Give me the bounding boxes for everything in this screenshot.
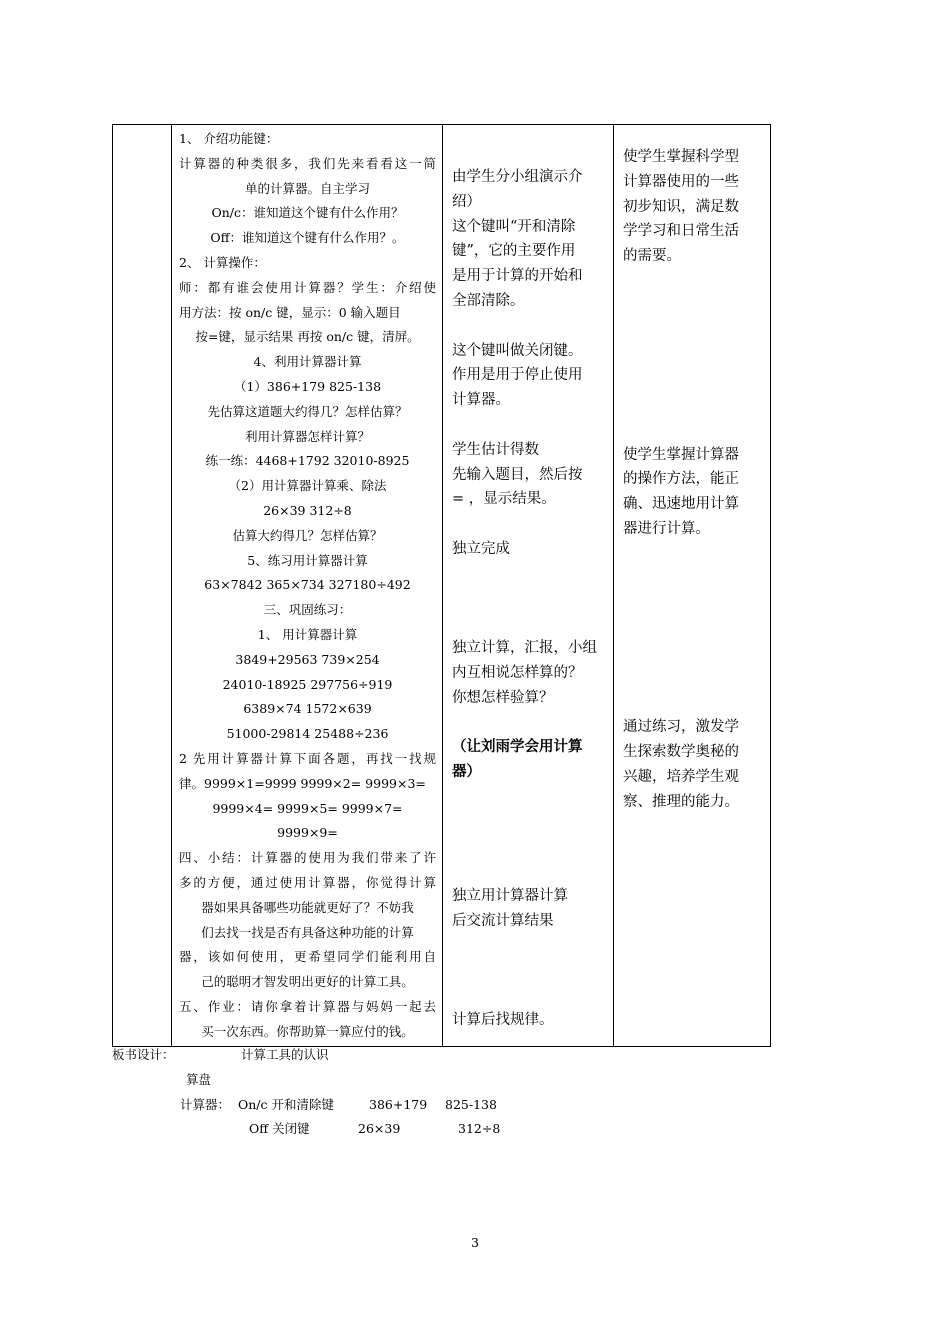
board-label: 板书设计： (112, 1047, 175, 1062)
text-line: 1、 用计算器计算 (257, 626, 358, 642)
text-line (452, 587, 607, 612)
text-line (452, 785, 607, 810)
text-line (452, 835, 607, 860)
text-line: 先输入题目，然后按 (452, 466, 583, 483)
text-line: = ，显示结果。 (452, 491, 556, 508)
text-line: 由学生分小组演示介 (452, 169, 583, 185)
text-line: 练一练：4468+1792 32010-8925 (205, 453, 410, 469)
text-line (623, 542, 762, 567)
text-line: 9999×4= 9999×5= 9999×7= (212, 800, 403, 816)
text-line: 1、 介绍功能键： (179, 131, 279, 146)
text-line: 器进行计算。 (623, 520, 710, 537)
text-line: 计算器。 (452, 392, 510, 409)
text-line (452, 934, 607, 959)
text-line: 买一次东西。你帮助算一算应付的钱。 (201, 1023, 414, 1039)
text-line: 估算大约得几？怎样估算？ (232, 527, 383, 543)
text-line: 确、迅速地用计算 (623, 496, 739, 513)
student-activity-text (443, 125, 613, 1033)
text-line: 初步知识，满足数 (623, 198, 739, 215)
empty-left-column (113, 125, 172, 1047)
text-line (452, 413, 607, 438)
text-line (452, 859, 607, 884)
text-line: 用方法：按 on/c 键，显示：0 输入题目 (179, 304, 401, 320)
text-line (623, 343, 762, 368)
text-line (452, 611, 607, 636)
text-line (623, 393, 762, 418)
board-example-1: 386+179 (369, 1096, 428, 1112)
student-activity-cell (443, 125, 614, 1047)
text-line: 三、巩固练习： (263, 602, 352, 618)
text-line (623, 691, 762, 716)
text-line: 3849+29563 739×254 (235, 651, 380, 667)
text-line: 按=键，显示结果 再按 on/c 键，清屏。 (195, 329, 420, 345)
text-line (623, 418, 762, 443)
text-line: 51000-29814 25488÷236 (226, 726, 389, 742)
text-line: 学生估计得数 (452, 441, 539, 458)
text-line: 作用是用于停止使用 (452, 367, 583, 384)
text-line: 这个键叫“开和清除 (452, 218, 576, 235)
text-line (623, 294, 762, 319)
page-number: 3 (471, 1235, 479, 1250)
text-line: 器如果具备哪些功能就更好了？不妨我 (201, 899, 414, 915)
text-line: 兴趣，培养学生观 (623, 768, 739, 785)
text-line: 律。9999×1=9999 9999×2= 9999×3= (179, 775, 426, 791)
text-line: 使学生掌握计算器 (623, 446, 739, 463)
board-calc-label: 计算器： (180, 1096, 231, 1112)
teaching-process-cell (172, 125, 443, 1047)
text-line: 四、小结：计算器的使用为我们带来了许 (179, 850, 436, 866)
text-line: 的需要。 (623, 248, 681, 265)
text-line (452, 512, 607, 537)
text-line: 先估算这道题大约得几？怎样估算？ (207, 403, 408, 419)
text-line: 2 先用计算器计算下面各题，再找一找规 (179, 750, 436, 766)
text-line: 察、推理的能力。 (623, 793, 739, 810)
text-line: 们去找一找是否有具备这种功能的计算 (201, 924, 414, 940)
text-line: 键”，它的主要作用 (452, 243, 576, 260)
teaching-process-text (172, 125, 442, 1044)
text-line: 独立完成 (452, 540, 510, 557)
text-line: On/c：谁知道这个键有什么作用？ (211, 205, 404, 221)
text-line: 6389×74 1572×639 (243, 701, 372, 717)
text-line: 生探索数学奥秘的 (623, 744, 739, 761)
design-intent-cell (614, 125, 771, 1047)
board-abacus: 算盘 (186, 1071, 212, 1087)
text-line: 你想怎样验算？ (452, 689, 554, 706)
board-on-key: On/c 开和清除键 (238, 1096, 334, 1112)
text-line (452, 983, 607, 1008)
text-line: 器，该如何使用，更希望同学们能利用自 (179, 949, 436, 965)
board-example-4: 312÷8 (458, 1121, 501, 1137)
text-line (623, 368, 762, 393)
text-line: 使学生掌握科学型 (623, 149, 739, 165)
text-line: 这个键叫做关闭键。 (452, 342, 583, 359)
text-line: 绍） (452, 193, 481, 210)
text-line: 26×39 312÷8 (263, 502, 352, 518)
text-line (452, 314, 607, 339)
text-line: 计算器的种类很多，我们先来看看这一简 (179, 155, 436, 171)
text-line (623, 616, 762, 641)
text-line: 独立计算，汇报，小组 (452, 640, 597, 657)
text-line: 5、练习用计算器计算 (247, 552, 368, 568)
text-line: 后交流计算结果 (452, 912, 554, 929)
text-line: 多的方便，通过使用计算器，你觉得计算 (179, 874, 436, 890)
text-line: 24010-18925 297756÷919 (222, 676, 393, 692)
text-line: 器） (452, 763, 481, 781)
text-line: 4、利用计算器计算 (253, 354, 362, 370)
text-line: 是用于计算的开始和 (452, 268, 583, 285)
text-line (452, 810, 607, 835)
text-line: 计算器使用的一些 (623, 173, 739, 190)
text-line (452, 711, 607, 736)
design-intent-text (614, 125, 770, 815)
lesson-plan-table (112, 124, 771, 1047)
text-line: 通过练习，激发学 (623, 719, 739, 736)
text-line: （让刘雨学会用计算 (452, 738, 583, 756)
text-line: 单的计算器。自主学习 (244, 180, 370, 196)
text-line: 9999×9= (277, 825, 338, 841)
text-line (452, 562, 607, 587)
board-off-key: Off 关闭键 (249, 1121, 310, 1137)
text-line: 己的聪明才智发明出更好的计算工具。 (201, 974, 414, 990)
text-line: 师：都有谁会使用计算器？学生：介绍使 (179, 279, 436, 295)
text-line: 全部清除。 (452, 292, 525, 309)
board-example-2: 825-138 (445, 1096, 497, 1112)
text-line: （1）386+179 825-138 (233, 378, 382, 394)
text-line (623, 319, 762, 344)
text-line: （2）用计算器计算乘、除法 (228, 478, 387, 494)
text-line: 2、 计算操作： (179, 254, 266, 270)
text-line (623, 591, 762, 616)
text-line: Off：谁知道这个键有什么作用？。 (210, 230, 405, 246)
text-line: 的操作方法，能正 (623, 471, 739, 488)
text-line: 五、作业：请你拿着计算器与妈妈一起去 (179, 998, 436, 1014)
board-title: 计算工具的认识 (241, 1047, 329, 1062)
text-line: 63×7842 365×734 327180÷492 (204, 577, 411, 593)
text-line (623, 641, 762, 666)
text-line: 内互相说怎样算的？ (452, 664, 583, 681)
board-example-3: 26×39 (358, 1121, 401, 1137)
table-row (113, 125, 771, 1047)
text-line (623, 567, 762, 592)
text-line (623, 269, 762, 294)
text-line: 独立用计算器计算 (452, 888, 568, 905)
text-line: 计算后找规律。 (452, 1012, 554, 1029)
text-line (623, 666, 762, 691)
text-line: 利用计算器怎样计算？ (244, 428, 370, 444)
text-line (452, 959, 607, 984)
text-line: 学学习和日常生活 (623, 223, 739, 240)
